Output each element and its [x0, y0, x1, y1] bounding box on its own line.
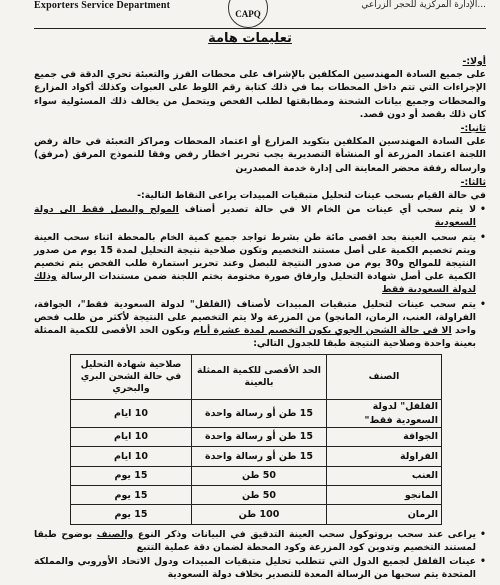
cell-quantity: 50 طن [192, 486, 327, 505]
cell-validity: 10 ايام [71, 400, 192, 427]
table-row [71, 427, 442, 446]
bullet-pepper-samples: • عينات الفلفل لجميع الدول التي تتطلب تحليل متبقيات المبيدات ودول الاتحاد الأوروبي والمملكة المتحدة يتم سحبها من الرسالة المعدة للتصدير بخلاف دولة السعودية [34, 555, 486, 581]
cell-variety: الفراولة [327, 447, 442, 466]
cell-validity: 10 ايام [71, 447, 192, 466]
table-row [71, 505, 442, 524]
section-1-heading: أولا:- [462, 56, 486, 67]
bullet-2-text: يتم سحب العينة بحد اقصى مائة طن بشرط تواجد جميع كمية الخام بالمحطة اثناء سحب العينة ويتم تخصيم الكمية على أصل مستند التخصيم وتكون صلاحية نتيجة التحليل لمدة 15 يوم من صدور النتيجة للموالح و30 يوم من صدور النتيجة للبصل وعند تحرير استمارة طلب الفحص يتم تخصيم الكمية على أصل شهادة التحليل وارفاق صورة مختومة بختم اللجنة ضمن مستندات الرسالة [34, 231, 477, 283]
header-max-quantity: الحد الأقصى للكمية الممثلة بالعينة [192, 355, 327, 400]
cell-quantity: 15 طن أو رسالة واحدة [192, 427, 327, 446]
bullet-sample-limit [34, 231, 486, 297]
table-row [71, 400, 442, 427]
section-1-text: على جميع السادة المهندسين المكلفين بالإشراف على محطات الفرز والتعبئة تحري الدقة في جميع الإجراءات التي تتم داخل المحطات بما في ذلك كتابة رقم اللوط على العبوات وكذلك أكواد المزارع والمحطات وجميع بيانات الشحنة ومطابقتها لطلب الفحص ويتحمل من يخالف ذلك المسئولية سواء كان ذلك بقصد أو دون قصد. [34, 69, 486, 120]
table-row [71, 486, 442, 505]
bullet-4-underlined: والصنف [96, 528, 134, 540]
cell-variety: المانجو [327, 486, 442, 505]
bullet-4-text: يراعى عند سحب بروتوكول سحب العينة التدقيق في البيانات وذكر النوع [133, 528, 476, 540]
logo-text: CAPQ [235, 9, 261, 19]
bullet-farm-samples [34, 298, 486, 351]
bullet-4-tail: بوضوح طبقا لمستند التخصيم وتدوين كود المزرعة وكود المحطة لضمان دقة عملية التتبع [34, 528, 476, 554]
bullet-3-tail: ويكون الحد الأقصى للكمية الممثلة بعينة واحدة وصلاحية النتيجة طبقا للجدول التالي: [34, 325, 476, 350]
bullet-2-underlined: وذلك لدولة السعودية فقط [34, 271, 476, 296]
cell-quantity: 100 طن [192, 505, 327, 524]
document-body [34, 55, 486, 583]
cell-variety: الفلفل" لدولة السعودية فقط" [327, 400, 442, 427]
section-3-heading: ثالثا:- [460, 176, 486, 188]
bullet-protocol [34, 528, 486, 554]
table-row [71, 466, 442, 485]
cell-variety: الرمان [327, 505, 442, 524]
bullet-raw-samples [34, 203, 486, 229]
cell-quantity: 50 طن [192, 466, 327, 485]
section-2-text: على السادة المهندسين المكلفين بتكويد المزارع أو اعتماد المحطات ومراكز التعبئة في حالة رفض اللجنة اعتماد المزرعة أو المنشأة التصديرية يجب تحرير اخطار رفض وفقا للنموذج المرفق (مرفق) وارساله رفقة محضر المعاينة الى إدارة خدمة المصدرين [34, 136, 486, 174]
cell-variety: العنب [327, 466, 442, 485]
bullet-3-underlined: الا في حالة الشحن الجوي يكون التخصيم لمدة عشرة أيام [193, 325, 452, 337]
cell-validity: 15 يوم [71, 505, 192, 524]
table-row [71, 447, 442, 466]
header-variety: الصنف [327, 355, 442, 400]
cell-validity: 10 ايام [71, 427, 192, 446]
cell-quantity: 15 طن أو رسالة واحدة [192, 400, 327, 427]
cell-quantity: 15 طن أو رسالة واحدة [192, 447, 327, 466]
bullet-1-underlined: المولح والبصل فقط الى دولة السعودية [34, 204, 476, 229]
bullet-1-text: لا يتم سحب أي عينات من الخام الا في حالة تصدير أصناف [178, 204, 476, 216]
cell-variety: الجوافة [327, 427, 442, 446]
section-2-heading: ثانيا:- [460, 123, 486, 135]
header-validity: صلاحية شهادة التحليل في حالة الشحن البري والبحري [71, 355, 192, 400]
table-header-row [71, 355, 442, 400]
bullet-3-text: يتم سحب عينات لتحليل متبقيات المبيدات لأصناف (الفلفل" لدولة السعودية فقط"، الجوافة، الفراولة، العنب، الرمان، المانجو) من المزرعة ولا يتم التخصيم على النتيجة لأكثر من طلب فحص واحد [34, 298, 476, 337]
section-3-intro: في حالة القيام بسحب عينات لتحليل متبقيات المبيدات يراعى النقاط التالية:- [137, 190, 486, 202]
arabic-header: ...الإدارة المركزية للحجر الزراعي [361, 0, 486, 10]
capq-logo [228, 0, 268, 28]
department-header: Exporters Service Department [34, 0, 171, 11]
cell-validity: 15 يوم [71, 466, 192, 485]
page-title: تعليمات هامة [208, 31, 292, 46]
cell-validity: 15 يوم [71, 486, 192, 505]
validity-table [70, 354, 442, 524]
header-rule [34, 28, 486, 29]
